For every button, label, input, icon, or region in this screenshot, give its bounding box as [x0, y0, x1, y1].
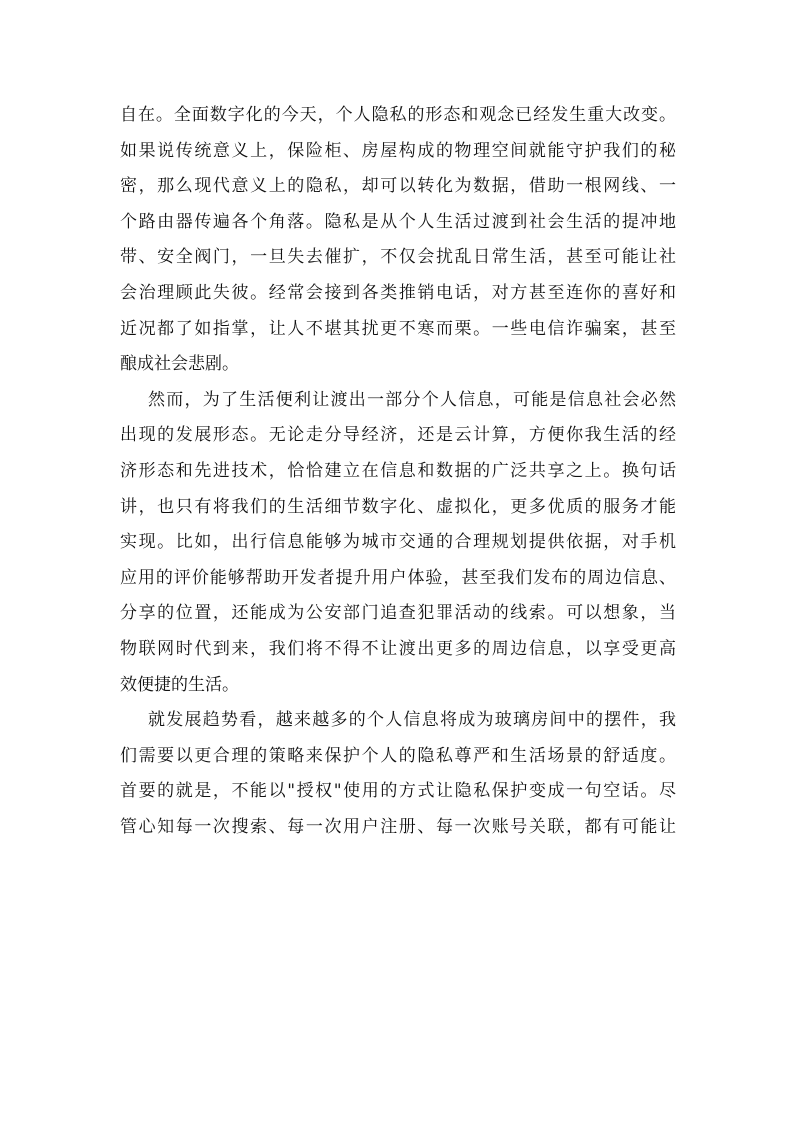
text-line: 出现的发展形态。无论走分导经济，还是云计算，方便你我生活的经	[120, 425, 676, 446]
text-line: 酿成社会悲剧。	[120, 354, 239, 375]
text-line: 如果说传统意义上，保险柜、房屋构成的物理空间就能守护我们的秘	[120, 140, 676, 161]
text-line: 应用的评价能够帮助开发者提升用户体验，甚至我们发布的周边信息、	[120, 567, 676, 588]
text-line: 物联网时代到来，我们将不得不让渡出更多的周边信息，以享受更高	[120, 638, 676, 659]
text-line: 分享的位置，还能成为公安部门追查犯罪活动的线索。可以想象，当	[120, 603, 676, 624]
text-line: 带、安全阀门，一旦失去催扩，不仅会扰乱日常生活，甚至可能让社	[120, 247, 676, 268]
text-line: 近况都了如指掌，让人不堪其扰更不寒而栗。一些电信诈骗案，甚至	[120, 318, 676, 339]
text-line: 效便捷的生活。	[120, 674, 239, 695]
paragraph-1	[120, 98, 676, 383]
text-line: 自在。全面数字化的今天，个人隐私的形态和观念已经发生重大改变。	[120, 105, 676, 125]
text-line: 然而，为了生活便利让渡出一部分个人信息，可能是信息社会必然	[148, 389, 676, 410]
text-line: 们需要以更合理的策略来保护个人的隐私尊严和生活场景的舒适度。	[120, 745, 676, 766]
paragraph-3	[120, 703, 676, 845]
text-line: 会治理顾此失彼。经常会接到各类推销电话，对方甚至连你的喜好和	[120, 282, 676, 303]
text-line: 首要的就是，不能以"授权"使用的方式让隐私保护变成一句空话。尽	[120, 781, 676, 802]
text-line: 管心知每一次搜索、每一次用户注册、每一次账号关联，都有可能让	[120, 816, 676, 837]
text-line: 就发展趋势看，越来越多的个人信息将成为玻璃房间中的摆件，我	[148, 710, 676, 731]
text-line: 密，那么现代意义上的隐私，却可以转化为数据，借助一根网线、一	[120, 176, 676, 197]
text-line: 实现。比如，出行信息能够为城市交通的合理规划提供依据，对手机	[120, 532, 676, 553]
text-line: 讲，也只有将我们的生活细节数字化、虚拟化，更多优质的服务才能	[120, 496, 676, 517]
text-line: 个路由器传遍各个角落。隐私是从个人生活过渡到社会生活的提冲地	[120, 211, 676, 232]
body-text	[120, 98, 676, 845]
paragraph-2	[120, 383, 676, 703]
text-line: 济形态和先进技术，恰恰建立在信息和数据的广泛共享之上。换句话	[120, 460, 676, 481]
